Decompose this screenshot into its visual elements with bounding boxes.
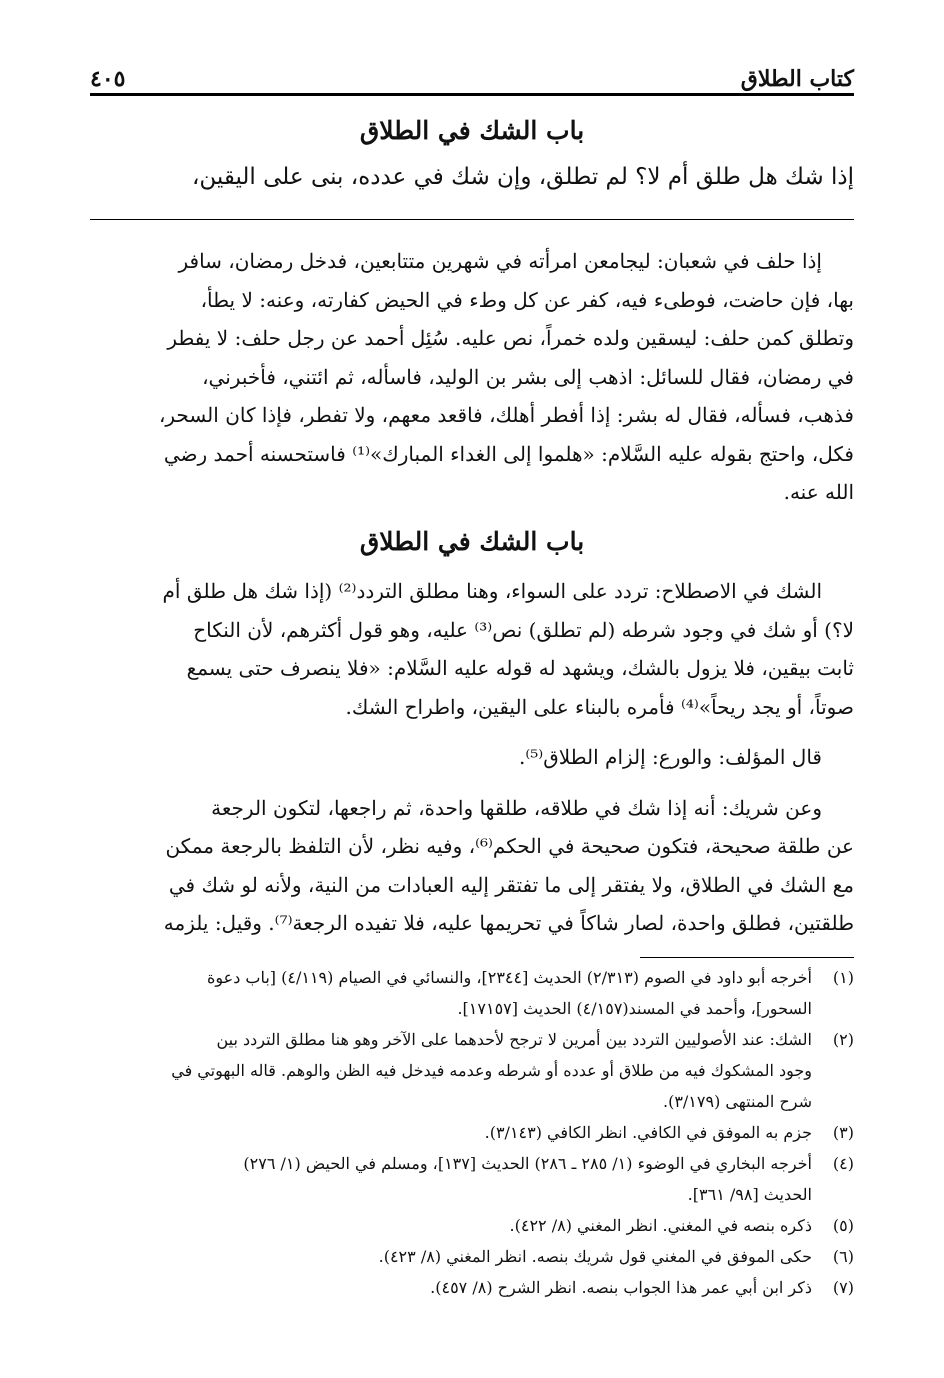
text-line: وعن شريك: أنه إذا شك في طلاقه، طلقها واحدة، ثم راجعها، لتكون الرجعة <box>211 795 822 820</box>
page-number: ٤٠٥ <box>90 66 126 92</box>
footnote-number: (٥) <box>832 1216 854 1235</box>
text-line: عن طلقة صحيحة، فتكون صحيحة في الحكم⁽⁶⁾، وفيه نظر، لأن التلفظ بالرجعة ممكن <box>165 834 854 858</box>
text-line: الله عنه. <box>783 480 854 504</box>
text-line: فذهب، فسأله، فقال له بشر: إذا أفطر أهلك، فاقعد معهم، ولا تفطر، فإذا كان السحر، <box>158 403 854 427</box>
text-line: الشك في الاصطلاح: تردد على السواء، وهنا مطلق التردد⁽²⁾ (إذا شك هل طلق أم <box>162 579 822 603</box>
footnote-2-cont: وجود المشكوك فيه من طلاق أو عدده أو شرطه وعدمه فيدخل فيه الظن والوهم. قاله البهوتي في <box>171 1061 812 1080</box>
footnote-number: (١) <box>832 968 854 987</box>
footnote-3 <box>90 1117 854 1148</box>
footnote-1 <box>90 962 854 993</box>
footnote-6 <box>90 1241 854 1272</box>
footnote-7 <box>90 1272 854 1303</box>
footnotes <box>90 962 854 1303</box>
footnote-text: ذكر ابن أبي عمر هذا الجواب بنصه. انظر الشرح (٨/ ٤٥٧). <box>430 1278 812 1297</box>
footnote-text: حكى الموفق في المغني قول شريك بنصه. انظر المغني (٨/ ٤٢٣). <box>378 1247 812 1266</box>
footnote-number: (٢) <box>832 1030 854 1049</box>
footnote-2-cont: شرح المنتهى (٣/١٧٩). <box>662 1092 812 1111</box>
text-line: قال المؤلف: والورع: إلزام الطلاق⁽⁵⁾. <box>518 745 822 769</box>
text-line: ثابت بيقين، فلا يزول بالشك، ويشهد له قوله عليه السَّلام: «فلا ينصرف حتى يسمع <box>186 656 854 680</box>
footnote-separator <box>640 957 854 958</box>
commentary-chapter-title: باب الشك في الطلاق <box>359 527 585 556</box>
footnote-text: الشك: عند الأصوليين التردد بين أمرين لا ترجح لأحدهما على الآخر وهو هنا مطلق التردد بين <box>216 1030 812 1049</box>
text-line: لا؟) أو شك في وجود شرطه (لم تطلق) نص⁽³⁾ عليه، وهو قول أكثرهم، لأن النكاح <box>193 617 854 642</box>
footnote-text: أخرجه أبو داود في الصوم (٢/٣١٣) الحديث [٢٣٤٤]، والنسائي في الصيام (٤/١١٩) [باب دعوة <box>207 968 812 987</box>
running-header <box>90 56 854 92</box>
footnote-text: أخرجه البخاري في الوضوء (١/ ٢٨٥ ـ ٢٨٦) الحديث [١٣٧]، ومسلم في الحيض (١/ ٢٧٦) <box>243 1154 812 1173</box>
footnote-5 <box>90 1210 854 1241</box>
matn-chapter-title: باب الشك في الطلاق <box>359 116 585 145</box>
header-rule <box>90 93 854 96</box>
footnote-text: جزم به الموفق في الكافي. انظر الكافي (٣/١٤٣). <box>484 1123 812 1142</box>
footnote-number: (٧) <box>832 1278 854 1297</box>
text-line: وتطلق كمن حلف: ليسقين ولده خمراً، نص عليه. سُئِل أحمد عن رجل حلف: لا يفطر <box>167 326 854 350</box>
paragraph-hilf <box>90 242 854 512</box>
footnote-1-cont: السحور]، وأحمد في المسند(٤/١٥٧) الحديث [١٧١٥٧]. <box>457 999 812 1018</box>
text-line: فكل، واحتج بقوله عليه السَّلام: «هلموا إلى الغداء المبارك»⁽¹⁾ فاستحسنه أحمد رضي <box>163 441 854 466</box>
text-line: إذا حلف في شعبان: ليجامعن امرأته في شهرين متتابعين، فدخل رمضان، سافر <box>178 249 822 273</box>
text-line: طلقتين، فطلق واحدة، لصار شاكاً في تحريمها عليه، فلا تفيده الرجعة⁽⁷⁾. وقيل: يلزمه <box>163 911 854 935</box>
commentary-body <box>90 572 854 943</box>
matn-text: إذا شك هل طلق أم لا؟ لم تطلق، وإن شك في عدده، بنى على اليقين، <box>191 164 854 190</box>
footnote-2 <box>90 1024 854 1055</box>
text-line: مع الشك في الطلاق، ولا يفتقر إلى ما تفتقر إليه العبادات من النية، ولأنه لو شك في <box>168 872 854 897</box>
footnote-text: ذكره بنصه في المغني. انظر المغني (٨/ ٤٢٢). <box>509 1216 812 1235</box>
running-title: كتاب الطلاق <box>740 66 854 92</box>
footnote-number: (٦) <box>832 1247 854 1266</box>
footnote-4-cont: الحديث [٩٨/ ٣٦١]. <box>687 1185 812 1204</box>
footnote-4 <box>90 1148 854 1179</box>
matn-separator-rule <box>90 219 854 220</box>
text-line: بها، فإن حاضت، فوطىء فيه، كفر عن كل وطء في الحيض كفارته، وعنه: لا يطأ، <box>200 287 854 312</box>
text-line: في رمضان، فقال للسائل: اذهب إلى بشر بن الوليد، فاسأله، ثم ائتني، فأخبرني، <box>202 364 854 389</box>
footnote-number: (٤) <box>832 1154 854 1173</box>
text-line: صوتاً، أو يجد ريحاً»⁽⁴⁾ فأمره بالبناء على اليقين، واطراح الشك. <box>345 694 854 719</box>
footnote-number: (٣) <box>832 1123 854 1142</box>
